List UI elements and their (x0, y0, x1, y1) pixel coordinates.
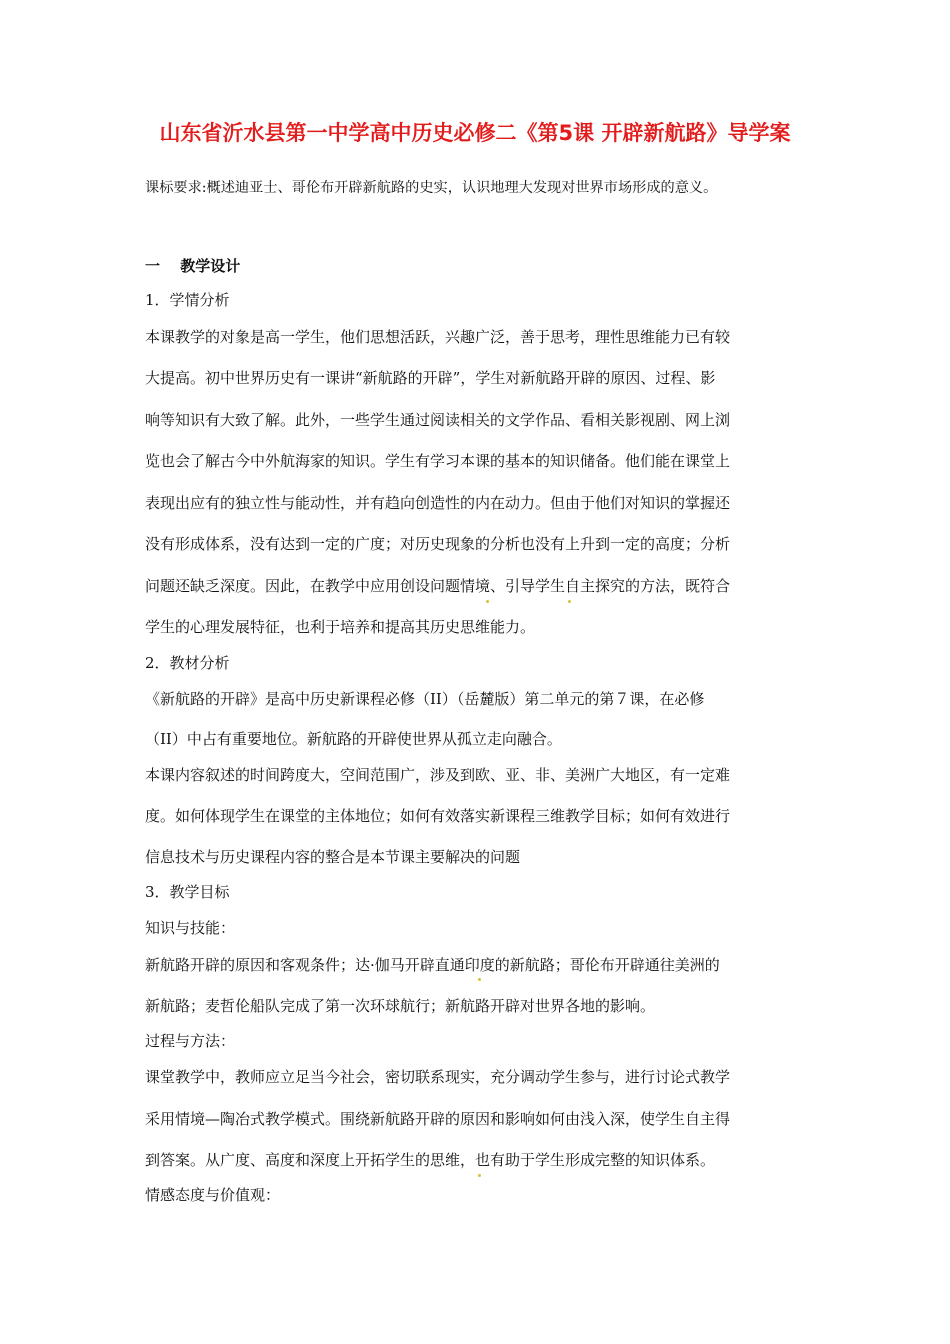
section-heading: 一 教学设计 (145, 257, 241, 275)
scan-speck (478, 1174, 481, 1177)
subheading-learner-analysis: 1．学情分析 (145, 291, 230, 309)
paragraph-line: 览也会了解古今中外航海家的知识。学生有学习本课的基本的知识储备。他们能在课堂上 (145, 452, 731, 470)
curriculum-standard: 课标要求:概述迪亚士、哥伦布开辟新航路的史实，认识地理大发现对世界市场形成的意义。 (145, 180, 718, 196)
paragraph-line: 到答案。从广度、高度和深度上开拓学生的思维，也有助于学生形成完整的知识体系。 (145, 1151, 716, 1169)
document-title: 山东省沂水县第一中学高中历史必修二《第5课 开辟新航路》导学案 (159, 121, 791, 145)
subheading-textbook-analysis: 2．教材分析 (145, 654, 230, 672)
paragraph-line: （II）中占有重要地位。新航路的开辟使世界从孤立走向融合。 (145, 730, 562, 748)
scan-speck (568, 600, 571, 603)
paragraph-line: 信息技术与历史课程内容的整合是本节课主要解决的问题 (145, 848, 521, 866)
subheading-teaching-goals: 3．教学目标 (145, 883, 230, 901)
scan-speck (486, 600, 489, 603)
paragraph-line: 新航路开辟的原因和客观条件；达·伽马开辟直通印度的新航路；哥伦布开辟通往美洲的 (145, 956, 720, 974)
scan-speck (478, 978, 481, 981)
paragraph-line: 采用情境—陶冶式教学模式。围绕新航路开辟的原因和影响如何由浅入深，使学生自主得 (145, 1110, 731, 1128)
subheading-knowledge-skills: 知识与技能： (145, 919, 236, 937)
paragraph-line: 大提高。初中世界历史有一课讲“新航路的开辟”，学生对新航路开辟的原因、过程、影 (145, 369, 716, 387)
paragraph-line: 课堂教学中，教师应立足当今社会，密切联系现实，充分调动学生参与，进行讨论式教学 (145, 1068, 731, 1086)
subheading-process-methods: 过程与方法： (145, 1032, 236, 1050)
paragraph-line: 表现出应有的独立性与能动性，并有趋向创造性的内在动力。但由于他们对知识的掌握还 (145, 494, 731, 512)
paragraph-line: 没有形成体系，没有达到一定的广度；对历史现象的分析也没有上升到一定的高度；分析 (145, 535, 731, 553)
paragraph-line: 学生的心理发展特征，也利于培养和提高其历史思维能力。 (145, 618, 536, 636)
paragraph-line: 本课教学的对象是高一学生，他们思想活跃，兴趣广泛，善于思考，理性思维能力已有较 (145, 328, 731, 346)
paragraph-line: 问题还缺乏深度。因此，在教学中应用创设问题情境、引导学生自主探究的方法，既符合 (145, 577, 731, 595)
paragraph-line: 新航路；麦哲伦船队完成了第一次环球航行；新航路开辟对世界各地的影响。 (145, 997, 656, 1015)
paragraph-line: 《新航路的开辟》是高中历史新课程必修（II）（岳麓版）第二单元的第７课，在必修 (145, 690, 705, 708)
paragraph-line: 度。如何体现学生在课堂的主体地位；如何有效落实新课程三维教学目标；如何有效进行 (145, 807, 731, 825)
paragraph-line: 本课内容叙述的时间跨度大，空间范围广，涉及到欧、亚、非、美洲广大地区，有一定难 (145, 766, 731, 784)
subheading-attitude-values: 情感态度与价值观： (145, 1186, 281, 1204)
paragraph-line: 响等知识有大致了解。此外，一些学生通过阅读相关的文学作品、看相关影视剧、网上浏 (145, 411, 731, 429)
